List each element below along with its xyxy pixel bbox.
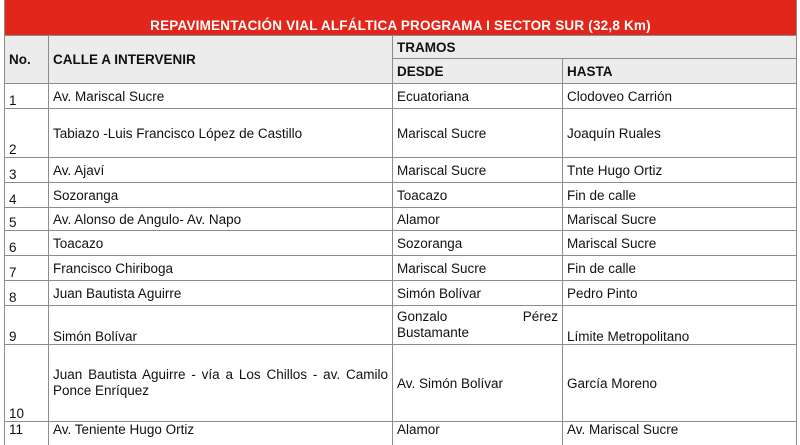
row-no: 6 <box>5 231 49 256</box>
row-no: 11 <box>5 422 49 445</box>
row-no: 10 <box>5 345 49 422</box>
table-row <box>5 306 797 345</box>
row-desde: Sozoranga <box>393 231 563 256</box>
header-tramos: TRAMOS <box>393 36 797 59</box>
row-desde: Simón Bolívar <box>393 281 563 306</box>
row-no: 3 <box>5 158 49 183</box>
row-desde-line1: Gonzalo Pérez <box>397 309 558 324</box>
table-row <box>5 422 797 445</box>
row-calle: Juan Bautista Aguirre <box>49 281 393 306</box>
table-row <box>5 231 797 256</box>
row-hasta: Mariscal Sucre <box>563 231 797 256</box>
row-calle: Toacazo <box>49 231 393 256</box>
row-desde: Mariscal Sucre <box>393 158 563 183</box>
row-hasta: García Moreno <box>563 345 797 422</box>
row-hasta: Joaquín Ruales <box>563 109 797 158</box>
header-row <box>5 36 797 59</box>
table-row <box>5 345 797 422</box>
header-no: No. <box>5 36 49 84</box>
table-title: REPAVIMENTACIÓN VIAL ALFÁLTICA PROGRAMA I SECTOR SUR (32,8 Km) <box>5 0 797 36</box>
row-no: 7 <box>5 256 49 281</box>
row-calle: Av. Mariscal Sucre <box>49 84 393 109</box>
row-desde: Alamor <box>393 208 563 231</box>
row-no: 9 <box>5 306 49 345</box>
row-calle <box>49 345 393 422</box>
row-hasta: Fin de calle <box>563 183 797 208</box>
row-no: 2 <box>5 109 49 158</box>
row-desde: Mariscal Sucre <box>393 256 563 281</box>
row-desde <box>393 306 563 345</box>
row-hasta: Tnte Hugo Ortiz <box>563 158 797 183</box>
row-hasta: Límite Metropolitano <box>563 306 797 345</box>
table-row <box>5 256 797 281</box>
table-row <box>5 158 797 183</box>
row-desde: Mariscal Sucre <box>393 109 563 158</box>
row-desde: Ecuatoriana <box>393 84 563 109</box>
row-desde: Av. Simón Bolívar <box>393 345 563 422</box>
row-hasta: Fin de calle <box>563 256 797 281</box>
row-hasta: Av. Mariscal Sucre <box>563 422 797 445</box>
row-desde: Alamor <box>393 422 563 445</box>
row-no: 5 <box>5 208 49 231</box>
row-calle: Sozoranga <box>49 183 393 208</box>
table-row <box>5 208 797 231</box>
row-hasta: Clodoveo Carrión <box>563 84 797 109</box>
table-row <box>5 183 797 208</box>
row-hasta: Pedro Pinto <box>563 281 797 306</box>
row-no: 1 <box>5 84 49 109</box>
row-no: 8 <box>5 281 49 306</box>
row-calle: Francisco Chiriboga <box>49 256 393 281</box>
row-calle: Av. Teniente Hugo Ortiz <box>49 422 393 445</box>
table-title-row <box>5 0 797 36</box>
row-calle: Av. Alonso de Angulo- Av. Napo <box>49 208 393 231</box>
roads-table <box>4 0 797 445</box>
header-calle: CALLE A INTERVENIR <box>49 36 393 84</box>
row-no: 4 <box>5 183 49 208</box>
row-hasta: Mariscal Sucre <box>563 208 797 231</box>
header-desde: DESDE <box>393 59 563 84</box>
table-row <box>5 84 797 109</box>
row-calle-text: Juan Bautista Aguirre - vía a Los Chillos - av. Camilo Ponce Enríquez <box>53 367 388 398</box>
table-row <box>5 281 797 306</box>
row-calle: Av. Ajaví <box>49 158 393 183</box>
row-desde: Toacazo <box>393 183 563 208</box>
row-calle: Tabiazo -Luis Francisco López de Castillo <box>49 109 393 158</box>
header-hasta: HASTA <box>563 59 797 84</box>
row-calle: Simón Bolívar <box>49 306 393 345</box>
table-row <box>5 109 797 158</box>
row-desde-line2: Bustamante <box>397 325 470 340</box>
